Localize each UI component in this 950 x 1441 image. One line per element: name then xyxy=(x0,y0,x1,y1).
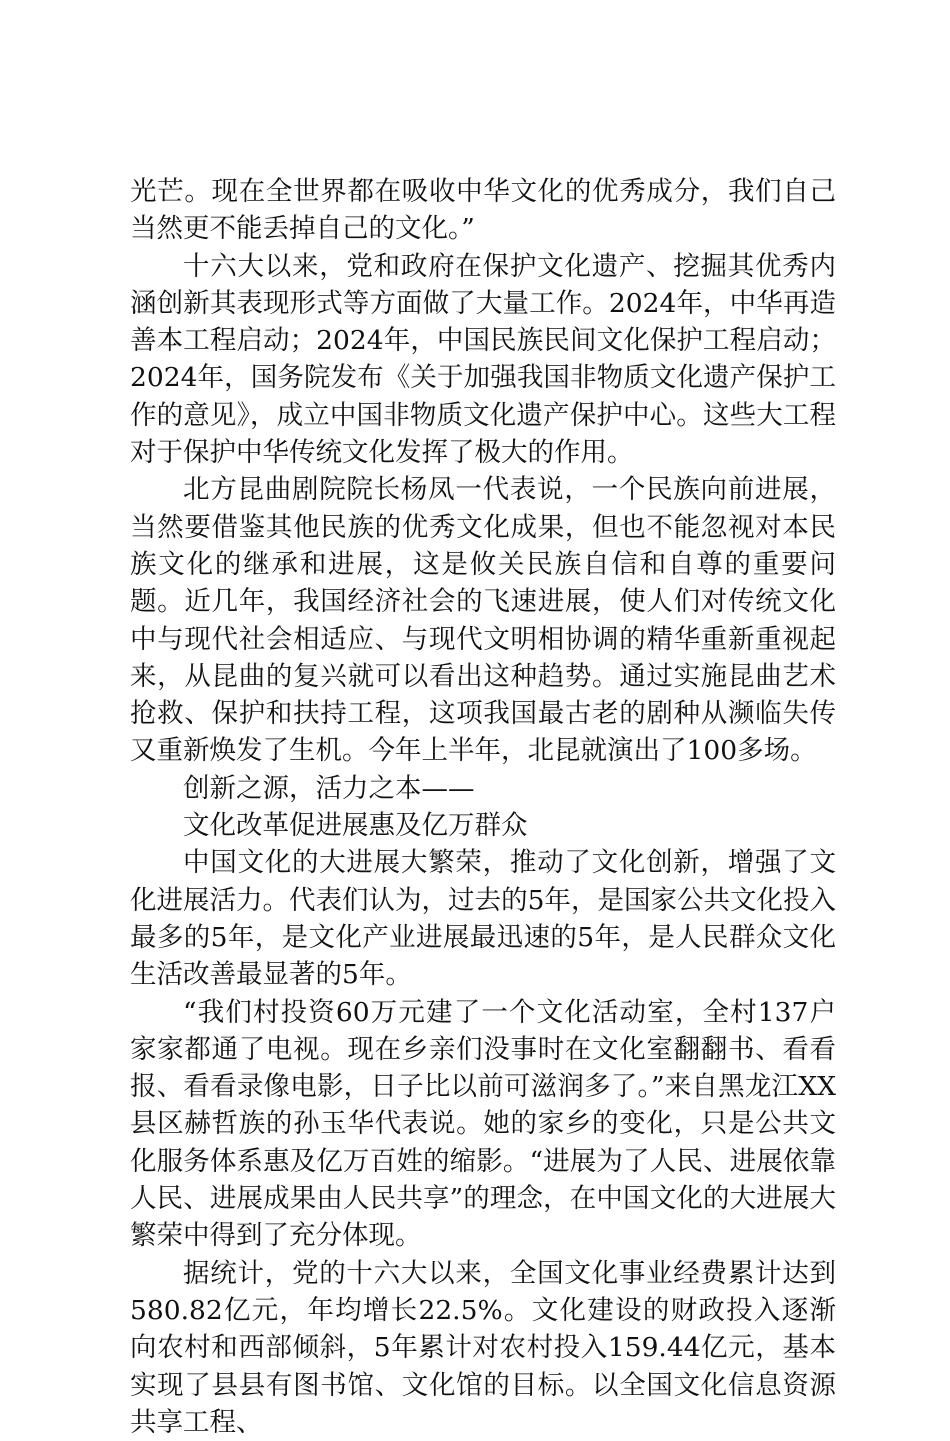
section-heading-line-1: 创新之源，活力之本—— xyxy=(183,772,475,804)
section-heading-line-2: 文化改革促进展惠及亿万群众 xyxy=(183,810,528,842)
paragraph-4: 中国文化的大进展大繁荣，推动了文化创新，增强了文化进展活力。代表们认为，过去的5年，是国家公共文化投入最多的5年，是文化产业进展最迅速的5年，是人民群众文化生活改善最显著的5年。 xyxy=(130,847,836,991)
paragraph-1: 光芒。现在全世界都在吸收中华文化的优秀成分，我们自己当然更不能丢掉自己的文化。” xyxy=(130,176,836,245)
paragraph-6: 据统计，党的十六大以来，全国文化事业经费累计达到580.82亿元，年均增长22.5%。文化建设的财政投入逐渐向农村和西部倾斜，5年累计对农村投入159.44亿元，基本实现了县县有图书馆、文化馆的目标。以全国文化信息资源共享工程、 xyxy=(130,1257,836,1438)
paragraph-5: “我们村投资60万元建了一个文化活动室，全村137户家家都通了电视。现在乡亲们没事时在文化室翻翻书、看看报、看看录像电影，日子比以前可滋润多了。”来自黑龙江XX县区赫哲族的孙玉华代表说。她的家乡的变化，只是公共文化服务体系惠及亿万百姓的缩影。“进展为了人民、进展依靠人民、进展成果由人民共享”的理念，在中国文化的大进展大繁荣中得到了充分体现。 xyxy=(130,996,836,1252)
paragraph-2: 十六大以来，党和政府在保护文化遗产、挖掘其优秀内涵创新其表现形式等方面做了大量工作。2024年，中华再造善本工程启动；2024年，中国民族民间文化保护工程启动；2024年，国务院发布《关于加强我国非物质文化遗产保护工作的意见》，成立中国非物质文化遗产保护中心。这些大工程对于保护中华传统文化发挥了极大的作用。 xyxy=(130,250,836,469)
document-body xyxy=(130,173,836,1441)
paragraph-3: 北方昆曲剧院院长杨凤一代表说，一个民族向前进展，当然要借鉴其他民族的优秀文化成果，但也不能忽视对本民族文化的继承和进展，这是攸关民族自信和自尊的重要问题。近几年，我国经济社会的飞速进展，使人们对传统文化中与现代社会相适应、与现代文明相协调的精华重新重视起来，从昆曲的复兴就可以看出这种趋势。通过实施昆曲艺术抢救、保护和扶持工程，这项我国最古老的剧种从濒临失传又重新焕发了生机。今年上半年，北昆就演出了100多场。 xyxy=(130,474,836,767)
